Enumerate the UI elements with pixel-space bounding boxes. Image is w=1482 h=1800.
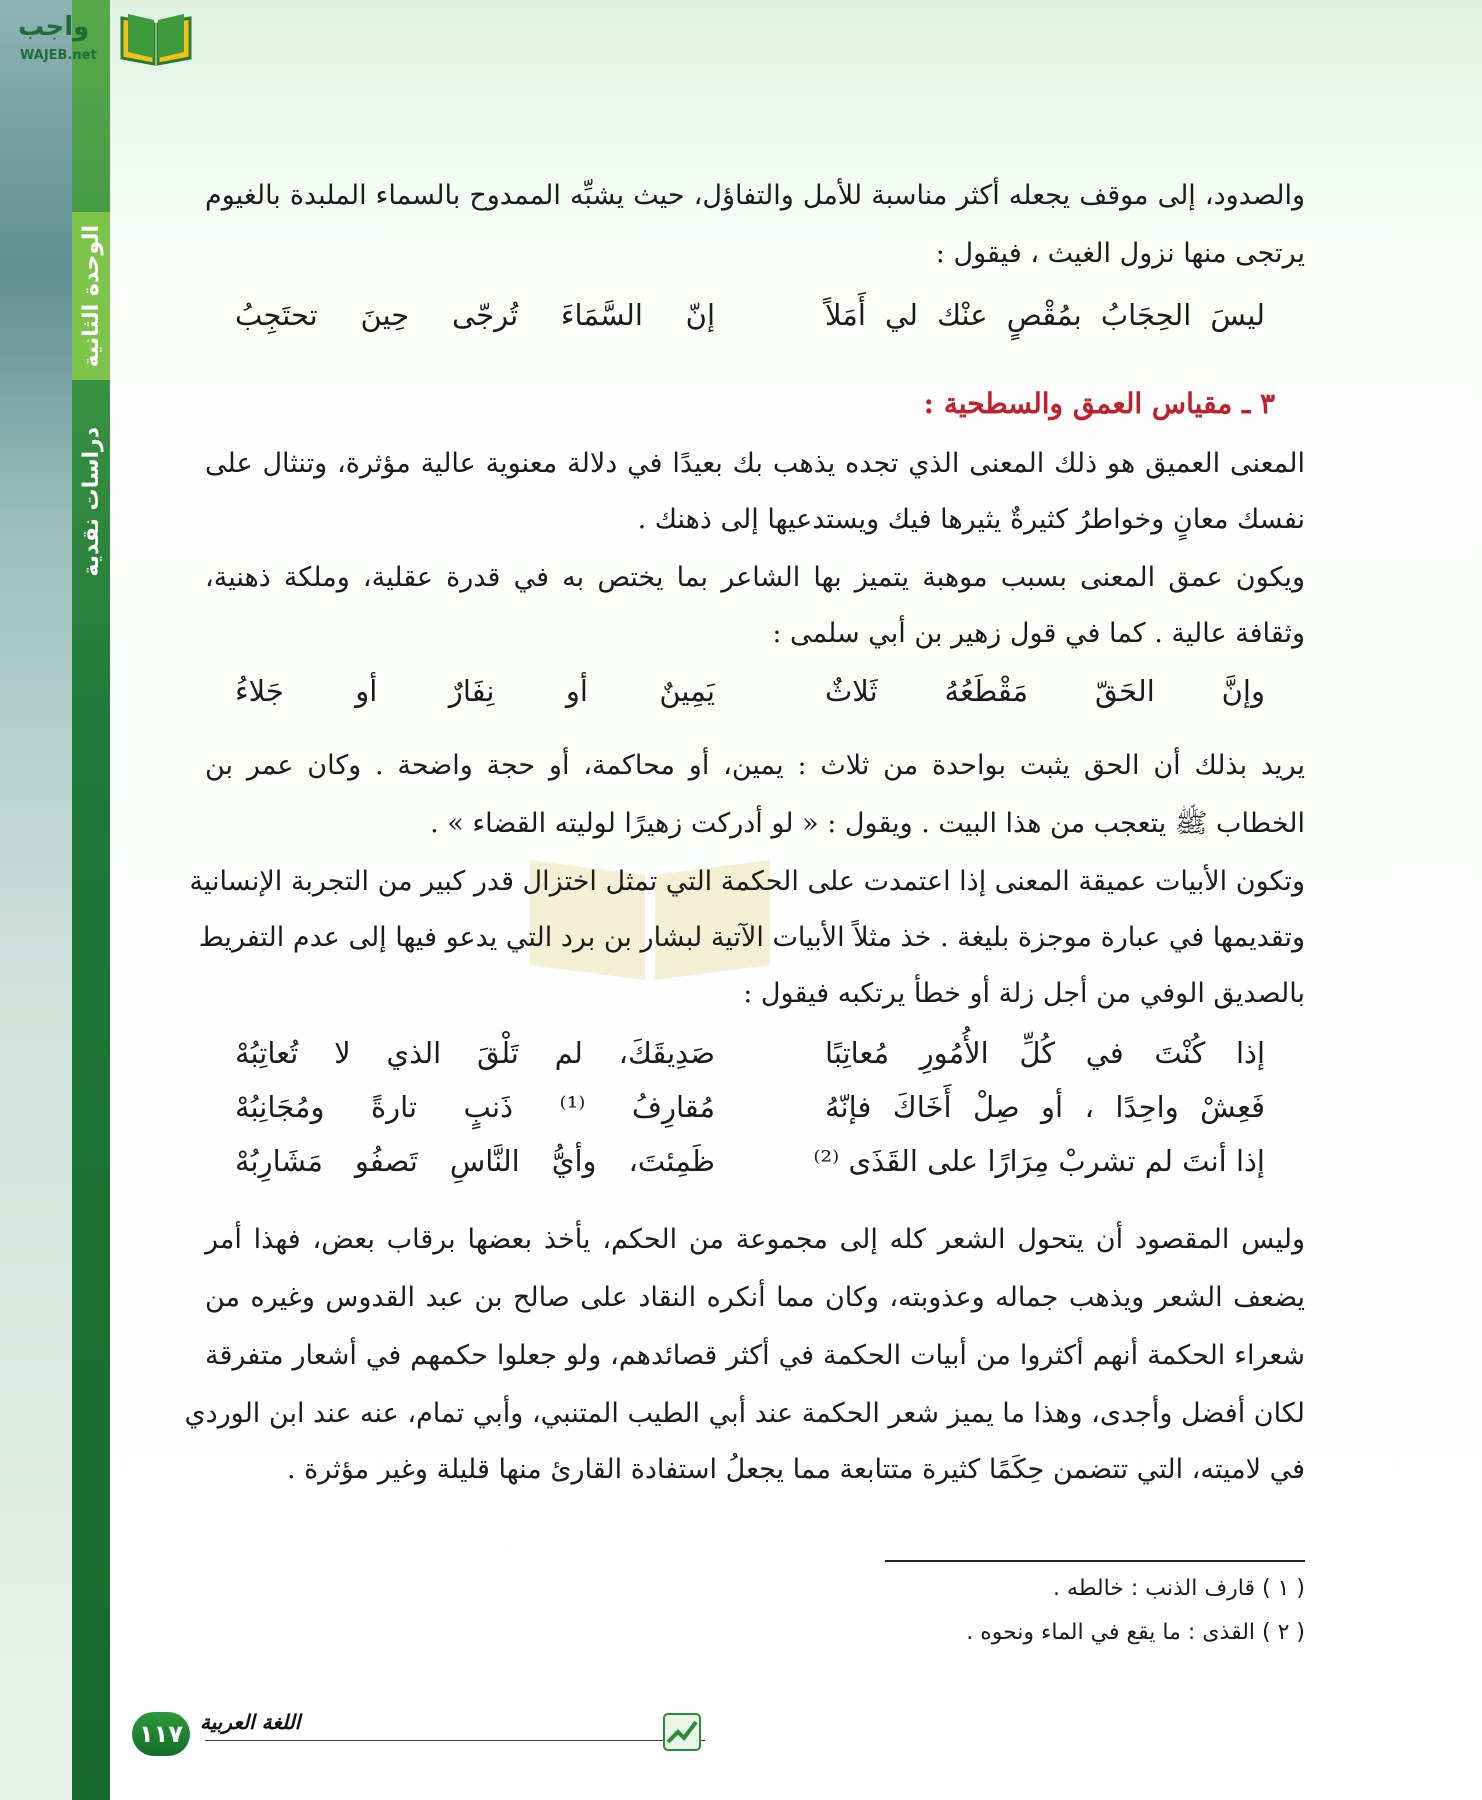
para3-line-2: الخطاب ﷺ يتعجب من هذا البيت . ويقول : « لو أدركت زهيرًا لوليته القضاء » . xyxy=(430,808,1305,839)
verse-3c-hemistich-2: ظَمِئتَ، وأيُّ النَّاسِ تَصفُو مَشَارِبُهْ xyxy=(235,1144,715,1178)
verse-2 xyxy=(205,674,1305,724)
subject-title: اللغة العربية xyxy=(200,1710,301,1734)
course-label: دراسات نقدية xyxy=(78,427,104,577)
verse-3a-hemistich-2: صَدِيقَكَ، لم تَلْقَ الذي لا تُعاتِبُهْ xyxy=(235,1036,715,1070)
para2-line-1: ويكون عمق المعنى بسبب موهبة يتميز بها الشاعر بما يختص به في قدرة عقلية، وملكة ذهنية، xyxy=(205,562,1305,593)
para5-line-1: وليس المقصود أن يتحول الشعر كله إلى مجموعة من الحكم، يأخذ بعضها برقاب بعض، فهذا أمر xyxy=(205,1224,1305,1255)
para5-line-4: لكان أفضل وأجدى، وهذا ما يميز شعر الحكمة عند أبي الطيب المتنبي، وأبي تمام، عنه عند ابن الوردي xyxy=(184,1398,1305,1429)
book-icon xyxy=(118,8,194,68)
footer-rule xyxy=(205,1740,705,1741)
intro-line-1: والصدود، إلى موقف يجعله أكثر مناسبة للأمل والتفاؤل، حيث يشبِّه الممدوح بالسماء الملبدة بالغيوم xyxy=(205,180,1305,211)
wajeb-logo[interactable] xyxy=(8,8,188,70)
para2-line-2: وثقافة عالية . كما في قول زهير بن أبي سلمى : xyxy=(772,618,1305,649)
para4-line-2: وتقديمها في عبارة موجزة بليغة . خذ مثلاً الأبيات الآتية لبشار بن برد التي يدعو فيها إلى عدم التفريط xyxy=(198,922,1305,953)
para5-line-5: في لاميته، التي تتضمن حِكَمًا كثيرة متتابعة مما يجعلُ استفادة القارئ منها قليلة وغير مؤثرة . xyxy=(286,1454,1305,1485)
para5-line-2: يضعف الشعر ويذهب جماله وعذوبته، وكان مما أنكره النقاد على صالح بن عبد القدوس وغيره من xyxy=(205,1282,1305,1313)
verse-3a-hemistich-1: إذا كُنْتَ في كُلِّ الأُمُورِ مُعاتِبًا xyxy=(825,1036,1265,1070)
verse-3b xyxy=(205,1090,1305,1140)
logo-arabic: واجب xyxy=(18,12,90,42)
para1-line-2: نفسك معانٍ وخواطرُ كثيرةٌ يثيرها فيك ويستدعيها إلى ذهنك . xyxy=(637,504,1305,535)
para4-line-1: وتكون الأبيات عميقة المعنى إذا اعتمدت على الحكمة التي تمثل اختزال قدر كبير من التجربة الإنسانية xyxy=(189,866,1305,897)
footnote-1: ( ١ ) قارف الذنب : خالطه . xyxy=(1053,1576,1305,1601)
verse-3c-hemistich-1: إذا أنتَ لم تشربْ مِرَارًا على القَذَى ⁽²⁾ xyxy=(813,1144,1265,1178)
verse-1-hemistich-2: إنّ السَّمَاءَ تُرجّى حِينَ تحتَجِبُ xyxy=(235,298,715,332)
intro-line-2: يرتجى منها نزول الغيث ، فيقول : xyxy=(935,238,1305,269)
para1-line-1: المعنى العميق هو ذلك المعنى الذي تجده يذهب بك بعيدًا في دلالة معنوية عالية مؤثرة، وتنثال على xyxy=(205,448,1305,479)
logo-latin: WAJEB.net xyxy=(20,48,97,63)
page-number: ١١٧ xyxy=(132,1712,190,1756)
para3-line-1: يريد بذلك أن الحق يثبت بواحدة من ثلاث : يمين، أو محاكمة، أو حجة واضحة . وكان عمر بن xyxy=(205,750,1305,781)
unit-label: الوحدة الثانية xyxy=(72,212,110,380)
verse-3b-hemistich-2: مُقارِفُ ⁽¹⁾ ذَنبٍ تارةً ومُجَانِبُهْ xyxy=(235,1090,716,1124)
verse-1 xyxy=(205,298,1305,348)
chart-emblem-icon xyxy=(662,1712,702,1752)
side-photo-strip xyxy=(0,0,72,1800)
footnote-divider xyxy=(885,1560,1305,1562)
verse-3a xyxy=(205,1036,1305,1086)
para5-line-3: شعراء الحكمة أنهم أكثروا من أبيات الحكمة في أكثر قصائدهم، ولو جعلوا حكمهم في أشعار متفرقة xyxy=(205,1340,1305,1371)
verse-1-hemistich-1: ليسَ الحِجَابُ بمُقْصٍ عنْك لي أَمَلاً xyxy=(825,298,1265,332)
verse-2-hemistich-1: وإنَّ الحَقّ مَقْطَعُهُ ثَلاثٌ xyxy=(825,674,1265,708)
para4-line-3: بالصديق الوفي من أجل زلة أو خطأ يرتكبه فيقول : xyxy=(743,978,1305,1009)
verse-2-hemistich-2: يَمِينٌ أو نِفَارٌ أو جَلاءُ xyxy=(235,674,715,708)
verse-3b-hemistich-1: فَعِشْ واحِدًا ، أو صِلْ أَخَاكَ فإنّهُ xyxy=(825,1090,1265,1124)
footnote-2: ( ٢ ) القذى : ما يقع في الماء ونحوه . xyxy=(966,1620,1305,1645)
section-heading: ٣ ـ مقياس العمق والسطحية : xyxy=(923,387,1275,420)
verse-3c xyxy=(205,1144,1305,1194)
